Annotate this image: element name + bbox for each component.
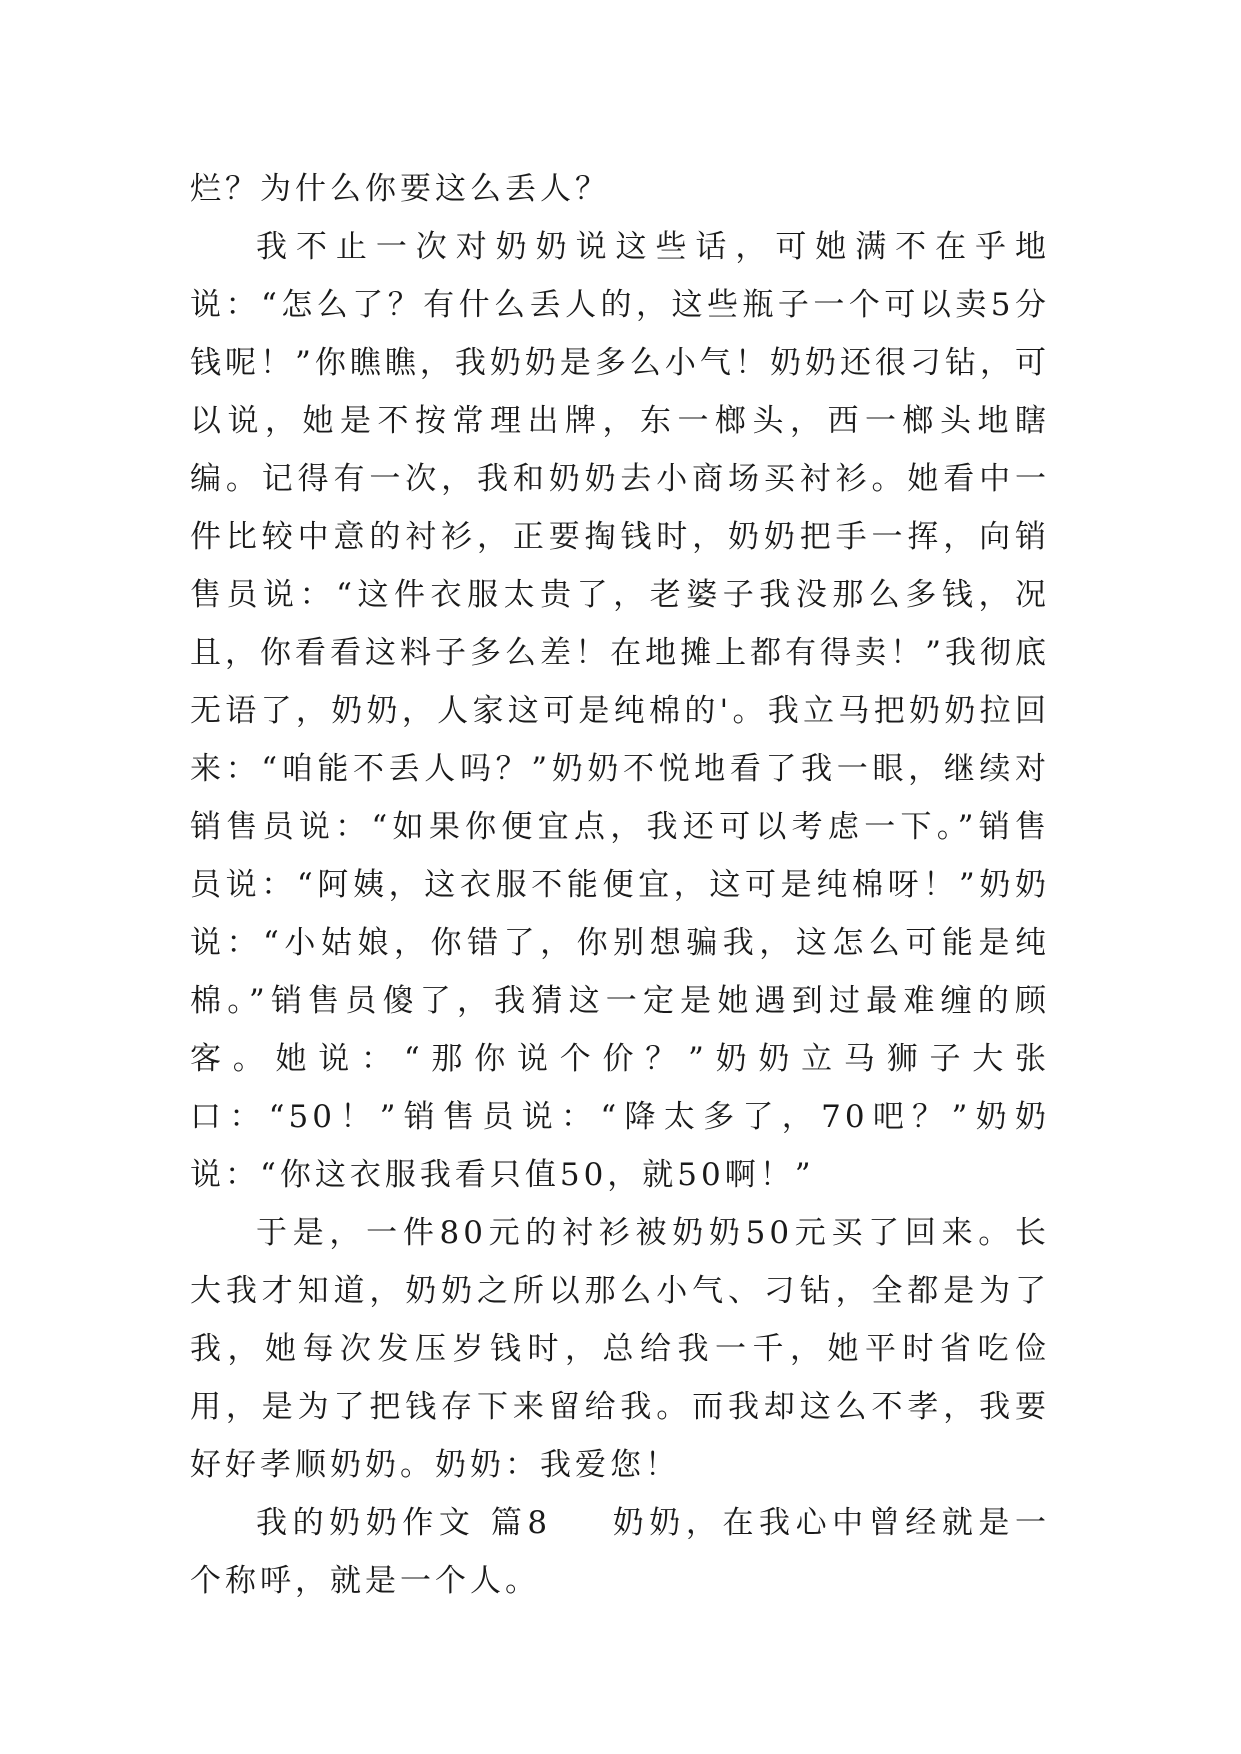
paragraph-4 <box>190 1494 1050 1610</box>
paragraph-4-text: 奶奶，在我心中曾经就是一个称呼，就是一个人。 <box>190 1505 1051 1599</box>
paragraph-3: 于是，一件80元的衬衫被奶奶50元买了回来。长大我才知道，奶奶之所以那么小气、刁钻，全都是为了我，她每次发压岁钱时，总给我一千，她平时省吃俭用，是为了把钱存下来留给我。而我却这么不孝，我要好好孝顺奶奶。奶奶：我爱您！ <box>190 1215 1050 1483</box>
essay-body <box>190 160 1050 1610</box>
section-heading: 我的奶奶作文 篇8 <box>256 1505 552 1541</box>
paragraph-1: 烂？为什么你要这么丢人？ <box>190 171 610 207</box>
paragraph-2: 我不止一次对奶奶说这些话，可她满不在乎地说：“怎么了？有什么丢人的，这些瓶子一个可以卖5分钱呢！”你瞧瞧，我奶奶是多么小气！奶奶还很刁钻，可以说，她是不按常理出牌，东一榔头，西一榔头地瞎编。记得有一次，我和奶奶去小商场买衬衫。她看中一件比较中意的衬衫，正要掏钱时，奶奶把手一挥，向销售员说：“这件衣服太贵了，老婆子我没那么多钱，况且，你看看这料子多么差！在地摊上都有得卖！”我彻底无语了，奶奶，人家这可是纯棉的'。我立马把奶奶拉回来：“咱能不丢人吗？”奶奶不悦地看了我一眼，继续对销售员说：“如果你便宜点，我还可以考虑一下。”销售员说：“阿姨，这衣服不能便宜，这可是纯棉呀！”奶奶说：“小姑娘，你错了，你别想骗我，这怎么可能是纯棉。”销售员傻了，我猜这一定是她遇到过最难缠的顾客。她说：“那你说个价？”奶奶立马狮子大张口：“50！”销售员说：“降太多了，70吧？”奶奶说：“你这衣服我看只值50，就50啊！” <box>190 229 1050 1193</box>
